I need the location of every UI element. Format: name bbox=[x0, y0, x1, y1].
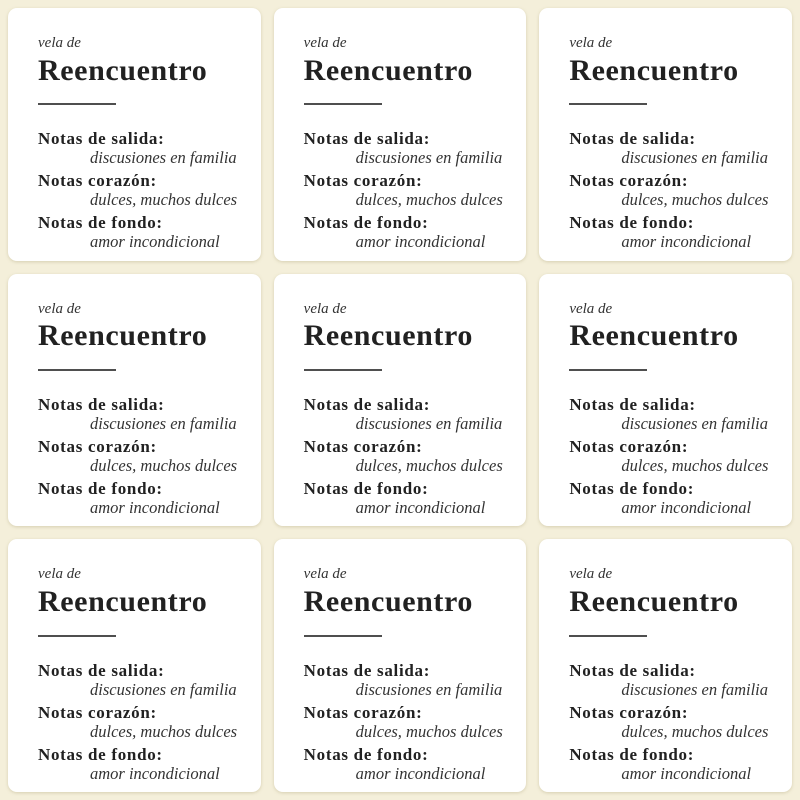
note-fondo-label: Notas de fondo: bbox=[303, 744, 429, 764]
note-salida-label: Notas de salida: bbox=[303, 660, 431, 680]
note-fondo bbox=[38, 479, 243, 518]
candle-name-title: Reencuentro bbox=[569, 53, 739, 87]
note-corazon bbox=[38, 703, 243, 742]
note-salida bbox=[569, 395, 774, 434]
note-salida-value: discusiones en familia bbox=[90, 148, 237, 168]
note-corazon bbox=[569, 437, 774, 476]
candle-label-card bbox=[8, 8, 261, 261]
candle-eyebrow-text: vela de bbox=[303, 35, 347, 51]
note-salida-value: discusiones en familia bbox=[355, 414, 503, 434]
title-divider bbox=[304, 103, 382, 105]
note-fondo-value: amor incondicional bbox=[621, 232, 752, 252]
note-corazon bbox=[569, 171, 774, 210]
note-corazon-value: dulces, muchos dulces bbox=[621, 456, 769, 476]
candle-name-title: Reencuentro bbox=[38, 53, 208, 87]
note-corazon-value: dulces, muchos dulces bbox=[621, 721, 769, 741]
candle-name-title: Reencuentro bbox=[303, 319, 474, 353]
note-corazon bbox=[304, 703, 509, 742]
note-salida bbox=[304, 129, 509, 168]
note-corazon bbox=[38, 171, 243, 210]
note-fondo-value: amor incondicional bbox=[355, 232, 486, 252]
note-salida bbox=[569, 129, 774, 168]
note-salida-value: discusiones en familia bbox=[621, 148, 768, 168]
scent-notes-list bbox=[569, 129, 774, 252]
scent-notes-list bbox=[38, 395, 243, 518]
candle-label-card bbox=[539, 274, 792, 527]
note-fondo-value: amor incondicional bbox=[621, 763, 752, 783]
note-salida-label: Notas de salida: bbox=[38, 129, 165, 149]
note-corazon-label: Notas corazón: bbox=[303, 437, 423, 456]
title-divider bbox=[569, 103, 647, 105]
note-salida bbox=[569, 661, 774, 700]
note-salida-label: Notas de salida: bbox=[569, 395, 696, 414]
candle-label-card bbox=[539, 8, 792, 261]
note-fondo-value: amor incondicional bbox=[355, 763, 486, 783]
note-corazon-value: dulces, muchos dulces bbox=[355, 721, 503, 741]
note-fondo bbox=[304, 213, 509, 252]
note-fondo-value: amor incondicional bbox=[355, 498, 486, 518]
note-corazon-label: Notas corazón: bbox=[569, 171, 689, 191]
title-divider bbox=[38, 635, 116, 637]
scent-notes-list bbox=[569, 395, 774, 518]
note-fondo bbox=[569, 479, 774, 518]
note-corazon-value: dulces, muchos dulces bbox=[355, 190, 503, 210]
note-corazon-label: Notas corazón: bbox=[303, 702, 423, 722]
candle-eyebrow-text: vela de bbox=[303, 566, 347, 583]
candle-name-title: Reencuentro bbox=[303, 585, 474, 619]
note-corazon-label: Notas corazón: bbox=[38, 702, 157, 722]
candle-name-title: Reencuentro bbox=[569, 585, 739, 619]
candle-label-card bbox=[8, 274, 261, 527]
note-fondo-label: Notas de fondo: bbox=[38, 479, 163, 498]
note-salida-value: discusiones en familia bbox=[621, 679, 768, 699]
note-fondo bbox=[38, 213, 243, 252]
note-salida bbox=[38, 661, 243, 700]
scent-notes-list bbox=[38, 129, 243, 252]
note-salida bbox=[304, 661, 509, 700]
note-corazon-value: dulces, muchos dulces bbox=[90, 190, 238, 210]
note-salida-label: Notas de salida: bbox=[303, 395, 431, 414]
note-fondo-value: amor incondicional bbox=[90, 232, 220, 252]
candle-label-card bbox=[274, 274, 527, 527]
note-corazon bbox=[38, 437, 243, 476]
note-corazon-value: dulces, muchos dulces bbox=[90, 721, 238, 741]
note-fondo bbox=[38, 745, 243, 784]
note-corazon-label: Notas corazón: bbox=[38, 171, 157, 191]
note-salida-value: discusiones en familia bbox=[355, 679, 503, 699]
note-salida bbox=[304, 395, 509, 434]
note-corazon-label: Notas corazón: bbox=[569, 702, 689, 722]
note-fondo bbox=[304, 745, 509, 784]
note-salida-value: discusiones en familia bbox=[90, 679, 237, 699]
candle-eyebrow-text: vela de bbox=[569, 566, 613, 583]
scent-notes-list bbox=[38, 661, 243, 784]
candle-eyebrow-text: vela de bbox=[38, 566, 81, 583]
note-salida-value: discusiones en familia bbox=[621, 414, 768, 434]
note-fondo-label: Notas de fondo: bbox=[38, 213, 163, 233]
candle-label-card bbox=[274, 539, 527, 792]
note-corazon-label: Notas corazón: bbox=[569, 437, 689, 456]
note-fondo bbox=[569, 745, 774, 784]
title-divider bbox=[38, 103, 116, 105]
candle-eyebrow-text: vela de bbox=[38, 300, 81, 317]
note-fondo-label: Notas de fondo: bbox=[38, 744, 163, 764]
candle-name-title: Reencuentro bbox=[38, 319, 208, 353]
candle-eyebrow-text: vela de bbox=[569, 35, 613, 51]
title-divider bbox=[38, 369, 116, 371]
note-fondo-label: Notas de fondo: bbox=[569, 744, 695, 764]
candle-name-title: Reencuentro bbox=[38, 585, 208, 619]
note-corazon-label: Notas corazón: bbox=[303, 171, 423, 191]
note-fondo-value: amor incondicional bbox=[621, 498, 752, 518]
candle-label-card bbox=[8, 539, 261, 792]
note-salida-label: Notas de salida: bbox=[38, 395, 165, 414]
note-corazon bbox=[569, 703, 774, 742]
candle-eyebrow-text: vela de bbox=[569, 300, 613, 317]
scent-notes-list bbox=[569, 661, 774, 784]
note-salida-label: Notas de salida: bbox=[303, 129, 431, 149]
title-divider bbox=[304, 635, 382, 637]
note-corazon-value: dulces, muchos dulces bbox=[355, 456, 503, 476]
note-salida bbox=[38, 129, 243, 168]
note-corazon-value: dulces, muchos dulces bbox=[90, 456, 238, 476]
note-salida-value: discusiones en familia bbox=[355, 148, 503, 168]
scent-notes-list bbox=[304, 395, 509, 518]
note-corazon bbox=[304, 171, 509, 210]
note-salida-label: Notas de salida: bbox=[38, 660, 165, 680]
candle-eyebrow-text: vela de bbox=[38, 35, 81, 51]
candle-name-title: Reencuentro bbox=[303, 53, 474, 87]
note-fondo-value: amor incondicional bbox=[90, 498, 220, 518]
note-fondo bbox=[569, 213, 774, 252]
note-salida-value: discusiones en familia bbox=[90, 414, 237, 434]
title-divider bbox=[304, 369, 382, 371]
note-salida bbox=[38, 395, 243, 434]
note-fondo-label: Notas de fondo: bbox=[569, 213, 695, 233]
candle-name-title: Reencuentro bbox=[569, 319, 739, 353]
title-divider bbox=[569, 635, 647, 637]
note-fondo-label: Notas de fondo: bbox=[303, 213, 429, 233]
note-fondo-label: Notas de fondo: bbox=[303, 479, 429, 498]
note-fondo-value: amor incondicional bbox=[90, 763, 220, 783]
scent-notes-list bbox=[304, 661, 509, 784]
note-corazon-value: dulces, muchos dulces bbox=[621, 190, 769, 210]
scent-notes-list bbox=[304, 129, 509, 252]
candle-eyebrow-text: vela de bbox=[303, 300, 347, 317]
note-corazon bbox=[304, 437, 509, 476]
note-salida-label: Notas de salida: bbox=[569, 660, 696, 680]
candle-label-card bbox=[539, 539, 792, 792]
candle-label-card bbox=[274, 8, 527, 261]
note-salida-label: Notas de salida: bbox=[569, 129, 696, 149]
note-fondo-label: Notas de fondo: bbox=[569, 479, 695, 498]
title-divider bbox=[569, 369, 647, 371]
note-fondo bbox=[304, 479, 509, 518]
note-corazon-label: Notas corazón: bbox=[38, 437, 157, 456]
